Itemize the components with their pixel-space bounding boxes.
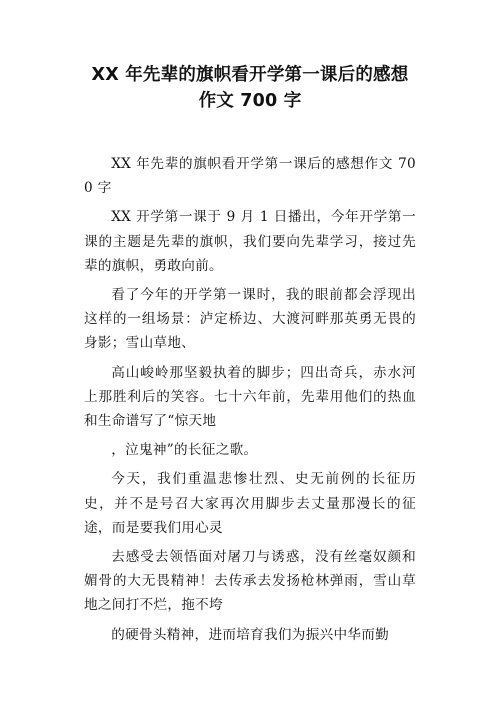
paragraph: 高山峻岭那坚毅执着的脚步；四出奇兵，赤水河上那胜利后的笑容。七十六年前，先辈用他们的热血和生命谱写了“惊天地	[84, 364, 416, 430]
paragraph: XX 开学第一课于 9 月 1 日播出，今年开学第一课的主题是先辈的旗帜，我们要向先辈学习，接过先辈的旗帜，勇敢向前。	[84, 209, 416, 274]
paragraph: 的硬骨头精神，进而培育我们为振兴中华而勤	[111, 626, 390, 643]
document-body	[84, 152, 416, 647]
paragraph: 看了今年的开学第一课时，我的眼前都会浮现出这样的一组场景：泸定桥边、大渡河畔那英勇无畏的身影；雪山草地、	[84, 287, 416, 352]
paragraph: 今天，我们重温悲惨壮烈、史无前例的长征历史，并不是号召大家再次用脚步去丈量那漫长的征途，而是要我们用心灵	[84, 471, 416, 536]
paragraph: XX 年先辈的旗帜看开学第一课后的感想作文 700 字	[84, 156, 416, 197]
document-title: XX 年先辈的旗帜看开学第一课后的感想作文 700 字	[91, 65, 409, 111]
paragraph: 去感受去领悟面对屠刀与诱惑，没有丝毫奴颜和媚骨的大无畏精神！去传承去发扬枪林弹雨，雪山草地之间打不烂，拖不垮	[84, 549, 416, 614]
paragraph: ，泣鬼神”的长征之歌。	[111, 442, 258, 459]
